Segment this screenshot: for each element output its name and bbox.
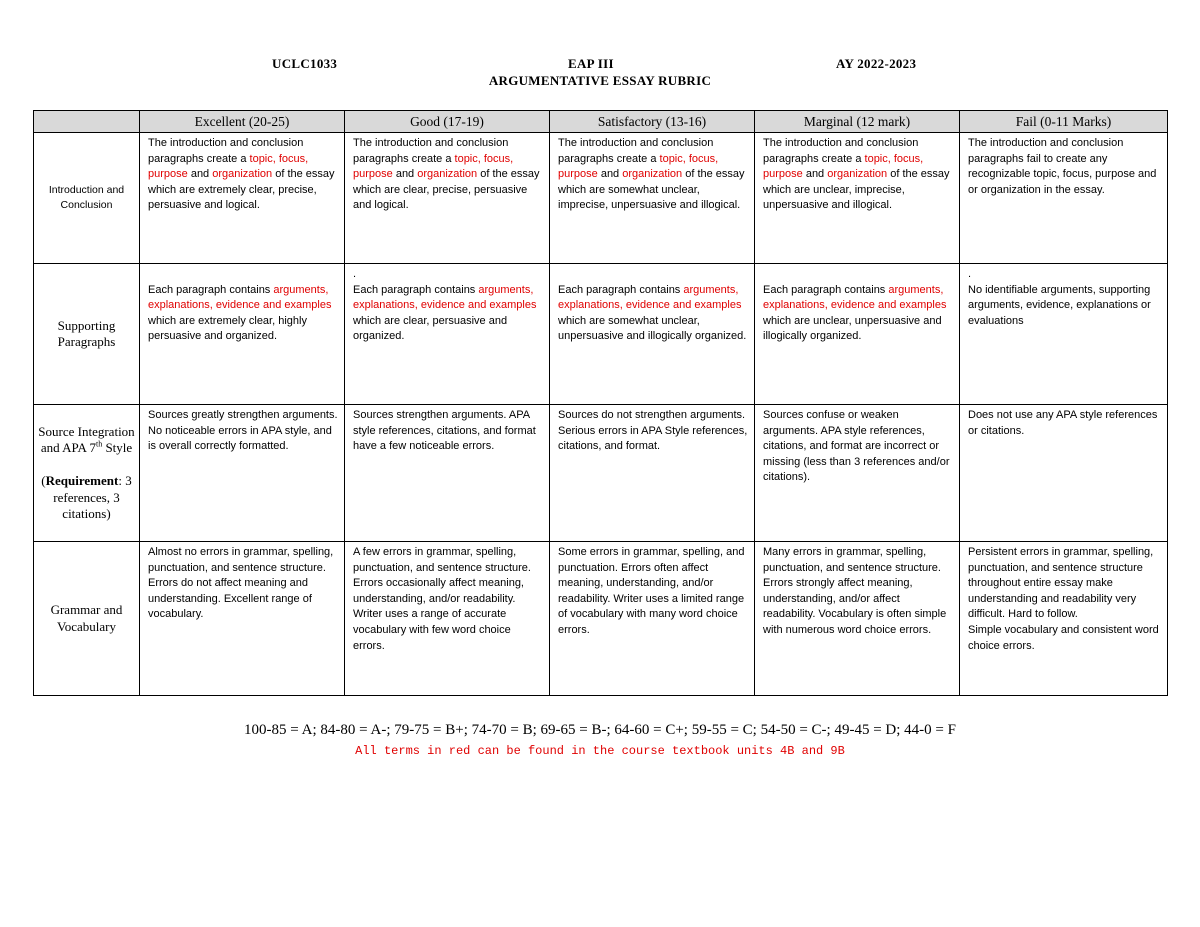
row-label-text: Style (102, 440, 133, 455)
red-term: arguments, explanations, (353, 283, 534, 312)
row-label-text: ( (41, 473, 46, 488)
red-term: topic, focus, purpose (558, 152, 719, 181)
source-good-cell: Sources strengthen arguments. APA style references, citations, and format have a few noticeable errors. (345, 405, 550, 542)
row-label-grammar: Grammar and Vocabulary (34, 542, 140, 696)
grade-scale: 100-85 = A; 84-80 = A-; 79-75 = B+; 74-70 = B; 69-65 = B-; 64-60 = C+; 59-55 = C; 54-50 = C-; 49-45 = D; 44-0 = F (244, 722, 956, 738)
column-header-excellent: Excellent (20-25) (140, 111, 345, 133)
red-term: organization (417, 168, 478, 181)
grammar-fail-cell (960, 542, 1168, 696)
column-header-marginal: Marginal (12 mark) (755, 111, 960, 133)
red-term: organization (212, 168, 273, 181)
intro-excellent-cell (140, 133, 345, 264)
support-fail-cell (960, 264, 1168, 405)
red-term: evidence and examples (830, 299, 947, 312)
grammar-marginal-cell: Many errors in grammar, spelling, punctuation, and sentence structure. Errors strongly affect meaning, understanding, and/or affect readability. Vocabulary is often simple with numerous word choice errors. (755, 542, 960, 696)
cell-text: which are unclear, unpersuasive and illogically organized. (763, 314, 942, 343)
red-term: evidence and examples (215, 299, 332, 312)
red-term: arguments, explanations, (763, 283, 944, 312)
cell-text: The introduction and conclusion paragraphs create a (558, 137, 714, 165)
dot-mark: . (353, 268, 357, 280)
cell-text: No identifiable arguments, supporting arguments, evidence, explanations or evaluations (968, 283, 1151, 327)
spacer-line (148, 267, 338, 283)
row-source-integration (34, 405, 1168, 542)
document-title: ARGUMENTATIVE ESSAY RUBRIC (488, 73, 712, 88)
cell-text: of the essay which are somewhat unclear, imprecise, unpersuasive and illogical. (558, 168, 745, 212)
red-term: evidence and examples (625, 299, 742, 312)
red-term: topic, focus, purpose (148, 152, 309, 181)
cell-text: and (597, 168, 623, 181)
row-label-supporting: Supporting Paragraphs (34, 264, 140, 405)
cell-text: and (802, 168, 828, 181)
intro-good-cell (345, 133, 550, 264)
source-excellent-cell: Sources greatly strengthen arguments. No noticeable errors in APA style, and is overall correctly formatted. (140, 405, 345, 542)
requirement-label: Requirement (45, 473, 119, 488)
red-term: organization (827, 168, 888, 181)
cell-text: of the essay which are extremely clear, precise, persuasive and logical. (148, 168, 335, 212)
cell-text: of the essay which are clear, precise, persuasive and logical. (353, 168, 540, 212)
cell-text: The introduction and conclusion paragraphs create a (763, 137, 919, 165)
superscript: th (95, 439, 103, 449)
red-term: evidence and examples (420, 299, 537, 312)
cell-text: which are extremely clear, highly persuasive and organized. (148, 314, 307, 343)
column-header-good: Good (17-19) (345, 111, 550, 133)
cell-text: Each paragraph contains (148, 283, 274, 296)
spacer-line (558, 267, 748, 283)
intro-fail-cell: The introduction and conclusion paragraphs fail to create any recognizable topic, focus, purpose and or organization in the essay. (960, 133, 1168, 264)
source-fail-cell: Does not use any APA style references or citations. (960, 405, 1168, 542)
column-header-satisfactory: Satisfactory (13-16) (550, 111, 755, 133)
cell-text: Each paragraph contains (763, 283, 889, 296)
red-term: organization (622, 168, 683, 181)
cell-text: which are clear, persuasive and organized. (353, 314, 508, 343)
cell-text: Persistent errors in grammar, spelling, punctuation, and sentence structure throughout entire essay make understanding and readability very difficult. Hard to follow. (968, 546, 1154, 621)
requirement-text: : 3 references, 3 citations) (53, 473, 132, 521)
grammar-good-cell: A few errors in grammar, spelling, punctuation, and sentence structure. Errors occasionally affect meaning, understanding, and/or readability. Writer uses a range of accurate vocabulary with few word choice errors. (345, 542, 550, 696)
corner-cell (34, 111, 140, 133)
support-excellent-cell (140, 264, 345, 405)
cell-text: Each paragraph contains (558, 283, 684, 296)
row-introduction-conclusion (34, 133, 1168, 264)
row-supporting-paragraphs (34, 264, 1168, 405)
course-name: EAP III (568, 56, 614, 71)
source-satisfactory-cell: Sources do not strengthen arguments. Serious errors in APA Style references, citations, and format. (550, 405, 755, 542)
cell-text: The introduction and conclusion paragraphs create a (148, 137, 304, 165)
rubric-header-row (34, 111, 1168, 133)
support-marginal-cell (755, 264, 960, 405)
grammar-excellent-cell: Almost no errors in grammar, spelling, punctuation, and sentence structure. Errors do not affect meaning and understanding. Excellent range of vocabulary. (140, 542, 345, 696)
row-label-text: Source Integration and APA 7 (38, 423, 135, 455)
row-label-source (34, 405, 140, 542)
cell-text: Each paragraph contains (353, 283, 479, 296)
academic-year: AY 2022-2023 (836, 56, 917, 71)
course-code: UCLC1033 (272, 56, 338, 71)
red-term: topic, focus, purpose (763, 152, 924, 181)
intro-marginal-cell (755, 133, 960, 264)
column-header-fail: Fail (0-11 Marks) (960, 111, 1168, 133)
row-label-introduction: Introduction and Conclusion (34, 133, 140, 264)
red-term: arguments, explanations, (148, 283, 329, 312)
intro-satisfactory-cell (550, 133, 755, 264)
cell-text: which are somewhat unclear, unpersuasive and illogically organized. (558, 314, 747, 343)
red-terms-note: All terms in red can be found in the course textbook units 4B and 9B (355, 744, 845, 758)
cell-text: and (392, 168, 418, 181)
support-satisfactory-cell (550, 264, 755, 405)
row-grammar-vocabulary (34, 542, 1168, 696)
spacer-line (763, 267, 953, 283)
support-good-cell (345, 264, 550, 405)
cell-text: The introduction and conclusion paragraphs create a (353, 137, 509, 165)
source-marginal-cell: Sources confuse or weaken arguments. APA style references, citations, and format are incorrect or missing (less than 3 references and/or citations). (755, 405, 960, 542)
dot-mark: . (968, 268, 972, 280)
cell-text: Simple vocabulary and consistent word choice errors. (968, 623, 1159, 652)
red-term: topic, focus, purpose (353, 152, 514, 181)
cell-text: of the essay which are unclear, imprecise, unpersuasive and illogical. (763, 168, 950, 212)
red-term: arguments, explanations, (558, 283, 739, 312)
grammar-satisfactory-cell: Some errors in grammar, spelling, and punctuation. Errors often affect meaning, understanding, and/or readability. Writer uses a limited range of vocabulary with many word choice errors. (550, 542, 755, 696)
rubric-table (33, 110, 1168, 696)
cell-text: and (187, 168, 213, 181)
